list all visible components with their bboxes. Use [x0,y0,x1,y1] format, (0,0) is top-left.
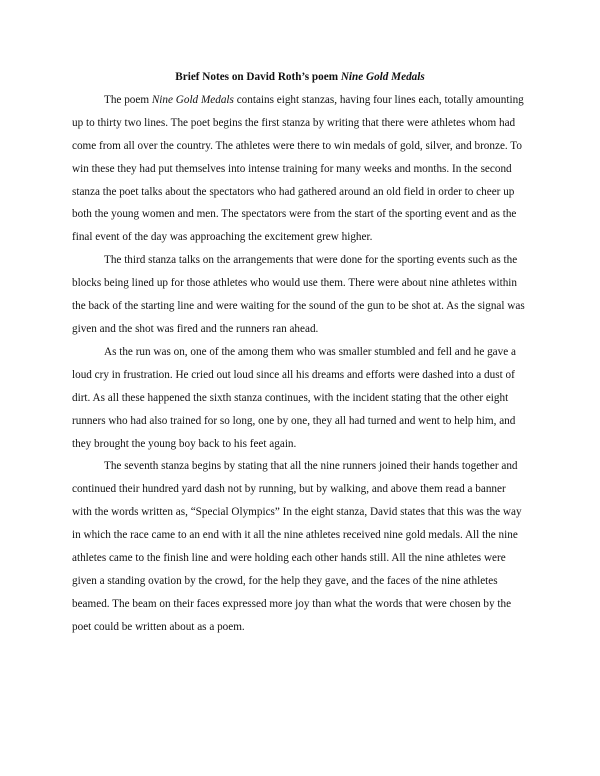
document-body [72,66,528,639]
paragraph-1 [72,89,528,249]
title-prefix: Brief Notes on David Roth’s poem [175,71,341,83]
paragraph-2: The third stanza talks on the arrangements that were done for the sporting events such as the blocks being lined up for those athletes who would use them. There were about nine athletes within the back of the starting line and were waiting for the sound of the gun to be shot at. As the signal was given and the shot was fired and the runners ran ahead. [72,254,525,335]
document-title [72,66,528,89]
paragraph-1-lead: The poem [104,93,152,106]
title-poem-name: Nine Gold Medals [340,71,425,83]
paragraph-1-text: contains eight stanzas, having four lines each, totally amounting up to thirty two lines. The poet begins the first stanza by writing that there were athletes whom had come from all over the country. The athletes were there to win medals of gold, silver, and bronze. To win these they had put themselves into intense training for many weeks and months. In the second stanza the poet talks about the spectators who had gathered around an old field in order to cheer up both the young women and men. The spectators were from the start of the sporting event and as the final event of the day was approaching the excitement grew higher. [72,93,524,244]
paragraph-3: As the run was on, one of the among them who was smaller stumbled and fell and he gave a loud cry in frustration. He cried out loud since all his dreams and efforts were dashed into a dust of dirt. As all these happened the sixth stanza continues, with the incident stating that the other eight runners who had also trained for so long, one by one, they all had turned and went to help him, and they brought the young boy back to his feet again. [72,345,516,450]
paragraph-1-poem-name: Nine Gold Medals [151,93,234,106]
paragraph-4: The seventh stanza begins by stating that all the nine runners joined their hands together and continued their hundred yard dash not by running, but by walking, and above them read a banner with the words written as, “Special Olympics” In the eight stanza, David states that this was the way in which the race came to an end with it all the nine athletes received nine gold medals. All the nine athletes came to the finish line and were holding each other hands still. All the nine athletes were given a standing ovation by the crowd, for the help they gave, and the faces of the nine athletes beamed. The beam on their faces expressed more joy than what the words that were chosen by the poet could be written about as a poem. [72,460,522,633]
